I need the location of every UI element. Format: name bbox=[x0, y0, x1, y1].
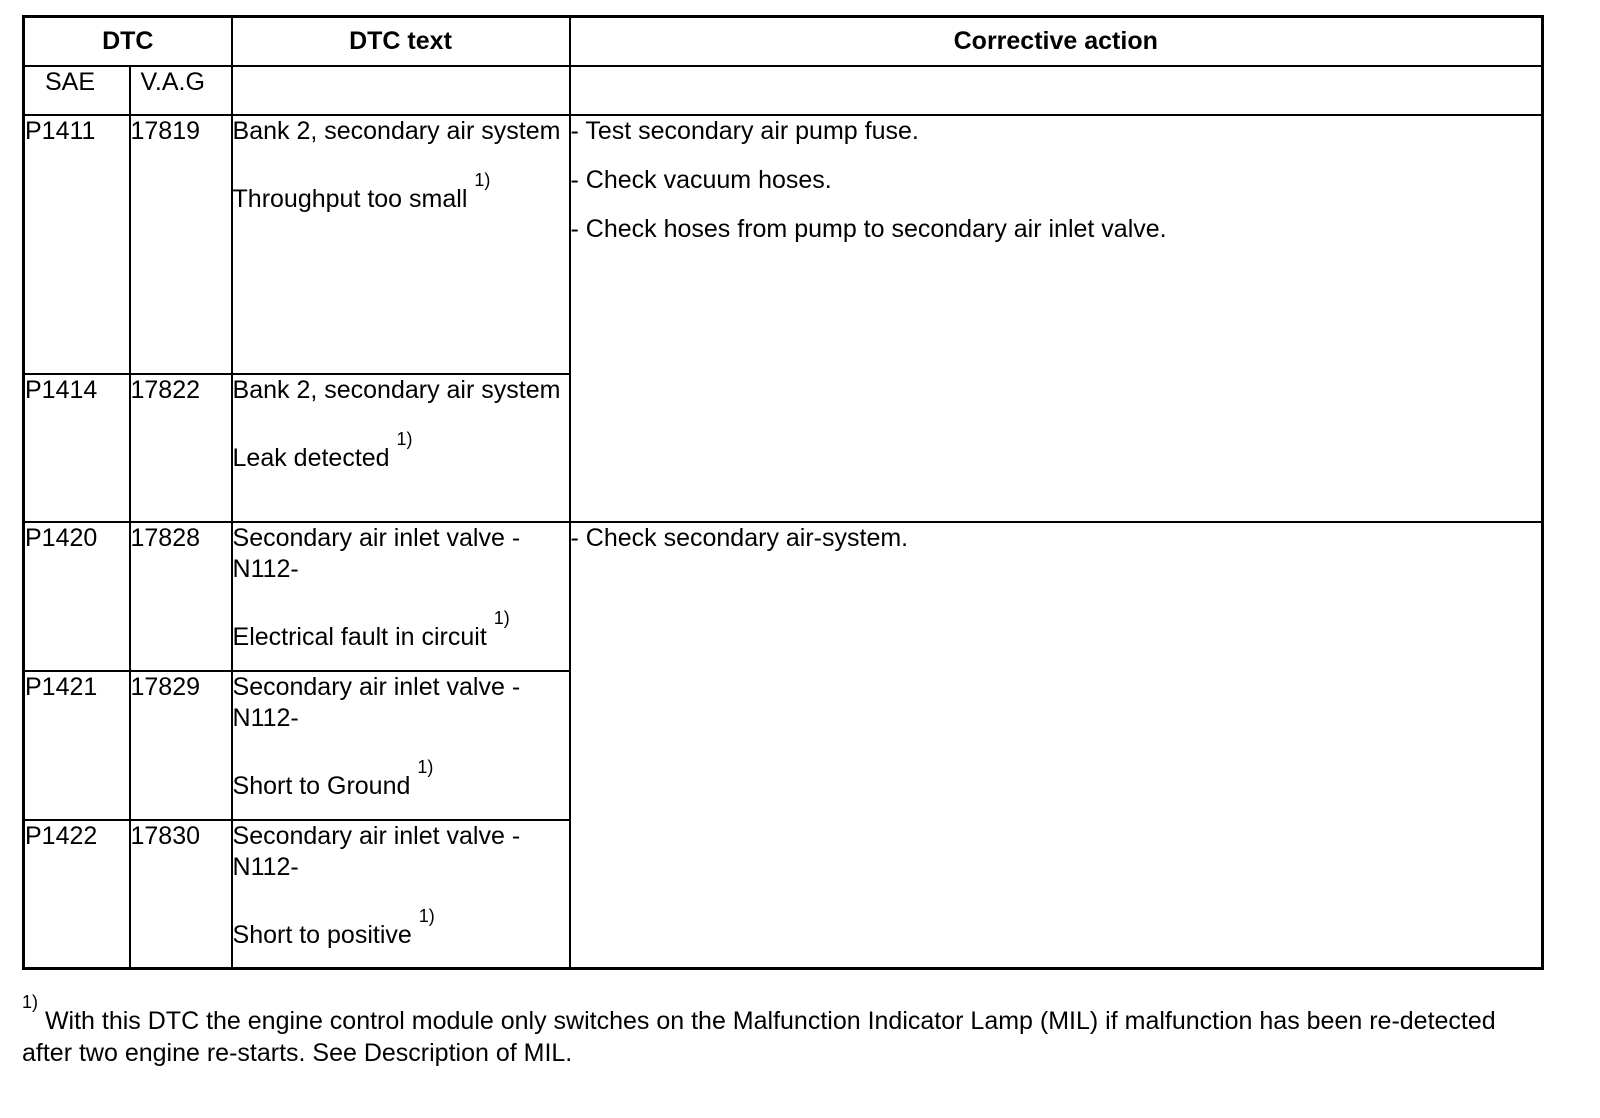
dtc-fault: Short to Ground bbox=[232, 771, 411, 800]
corrective-action-cell bbox=[570, 115, 1543, 522]
footnote-text: With this DTC the engine control module only switches on the Malfunction Indicator Lamp (MIL) if malfunction has been re-detected after two engine re-starts. See Description of MIL. bbox=[22, 1007, 1496, 1067]
table-row bbox=[24, 115, 1543, 374]
dtc-text-cell bbox=[232, 820, 570, 969]
action-item: - Check hoses from pump to secondary air inlet valve. bbox=[570, 214, 1167, 243]
vag-code: 17819 bbox=[130, 115, 232, 374]
dtc-text-cell bbox=[232, 671, 570, 820]
vag-code: 17822 bbox=[130, 374, 232, 522]
sae-code: P1422 bbox=[24, 820, 130, 969]
dtc-text-cell bbox=[232, 374, 570, 522]
vag-code: 17830 bbox=[130, 820, 232, 969]
action-item: - Check secondary air-system. bbox=[570, 523, 909, 552]
sae-code: P1421 bbox=[24, 671, 130, 820]
dtc-description: Bank 2, secondary air system bbox=[232, 116, 561, 145]
table-row bbox=[24, 522, 1543, 671]
action-item: - Test secondary air pump fuse. bbox=[570, 116, 919, 145]
footnote-mark: 1) bbox=[22, 992, 39, 1012]
dtc-description: Bank 2, secondary air system bbox=[232, 375, 561, 404]
subheader-vag: V.A.G bbox=[130, 66, 232, 115]
subheader-empty-text bbox=[232, 66, 570, 115]
subheader-row bbox=[24, 66, 1543, 115]
sae-code: P1420 bbox=[24, 522, 130, 671]
dtc-description: Secondary air inlet valve -N112- bbox=[232, 821, 521, 881]
dtc-text-cell bbox=[232, 522, 570, 671]
sae-code: P1411 bbox=[24, 115, 130, 374]
header-row bbox=[24, 17, 1543, 66]
footnote-mark: 1) bbox=[493, 607, 510, 628]
dtc-fault: Leak detected bbox=[232, 443, 390, 472]
header-dtc-text: DTC text bbox=[232, 17, 570, 66]
dtc-table bbox=[22, 15, 1544, 970]
action-item: - Check vacuum hoses. bbox=[570, 165, 832, 194]
dtc-fault: Short to positive bbox=[232, 920, 412, 949]
header-corrective-action: Corrective action bbox=[570, 17, 1543, 66]
footnote bbox=[22, 992, 1544, 1069]
dtc-description: Secondary air inlet valve -N112- bbox=[232, 523, 521, 583]
dtc-fault: Throughput too small bbox=[232, 184, 468, 213]
footnote-mark: 1) bbox=[474, 169, 491, 190]
dtc-description: Secondary air inlet valve -N112- bbox=[232, 672, 521, 732]
dtc-table-container bbox=[22, 15, 1544, 970]
sae-code: P1414 bbox=[24, 374, 130, 522]
footnote-mark: 1) bbox=[417, 756, 434, 777]
subheader-empty-action bbox=[570, 66, 1543, 115]
footnote-mark: 1) bbox=[418, 905, 435, 926]
vag-code: 17829 bbox=[130, 671, 232, 820]
dtc-text-cell bbox=[232, 115, 570, 374]
vag-code: 17828 bbox=[130, 522, 232, 671]
subheader-sae: SAE bbox=[24, 66, 130, 115]
header-dtc: DTC bbox=[24, 17, 232, 66]
dtc-fault: Electrical fault in circuit bbox=[232, 622, 487, 651]
corrective-action-cell bbox=[570, 522, 1543, 969]
footnote-mark: 1) bbox=[396, 428, 413, 449]
